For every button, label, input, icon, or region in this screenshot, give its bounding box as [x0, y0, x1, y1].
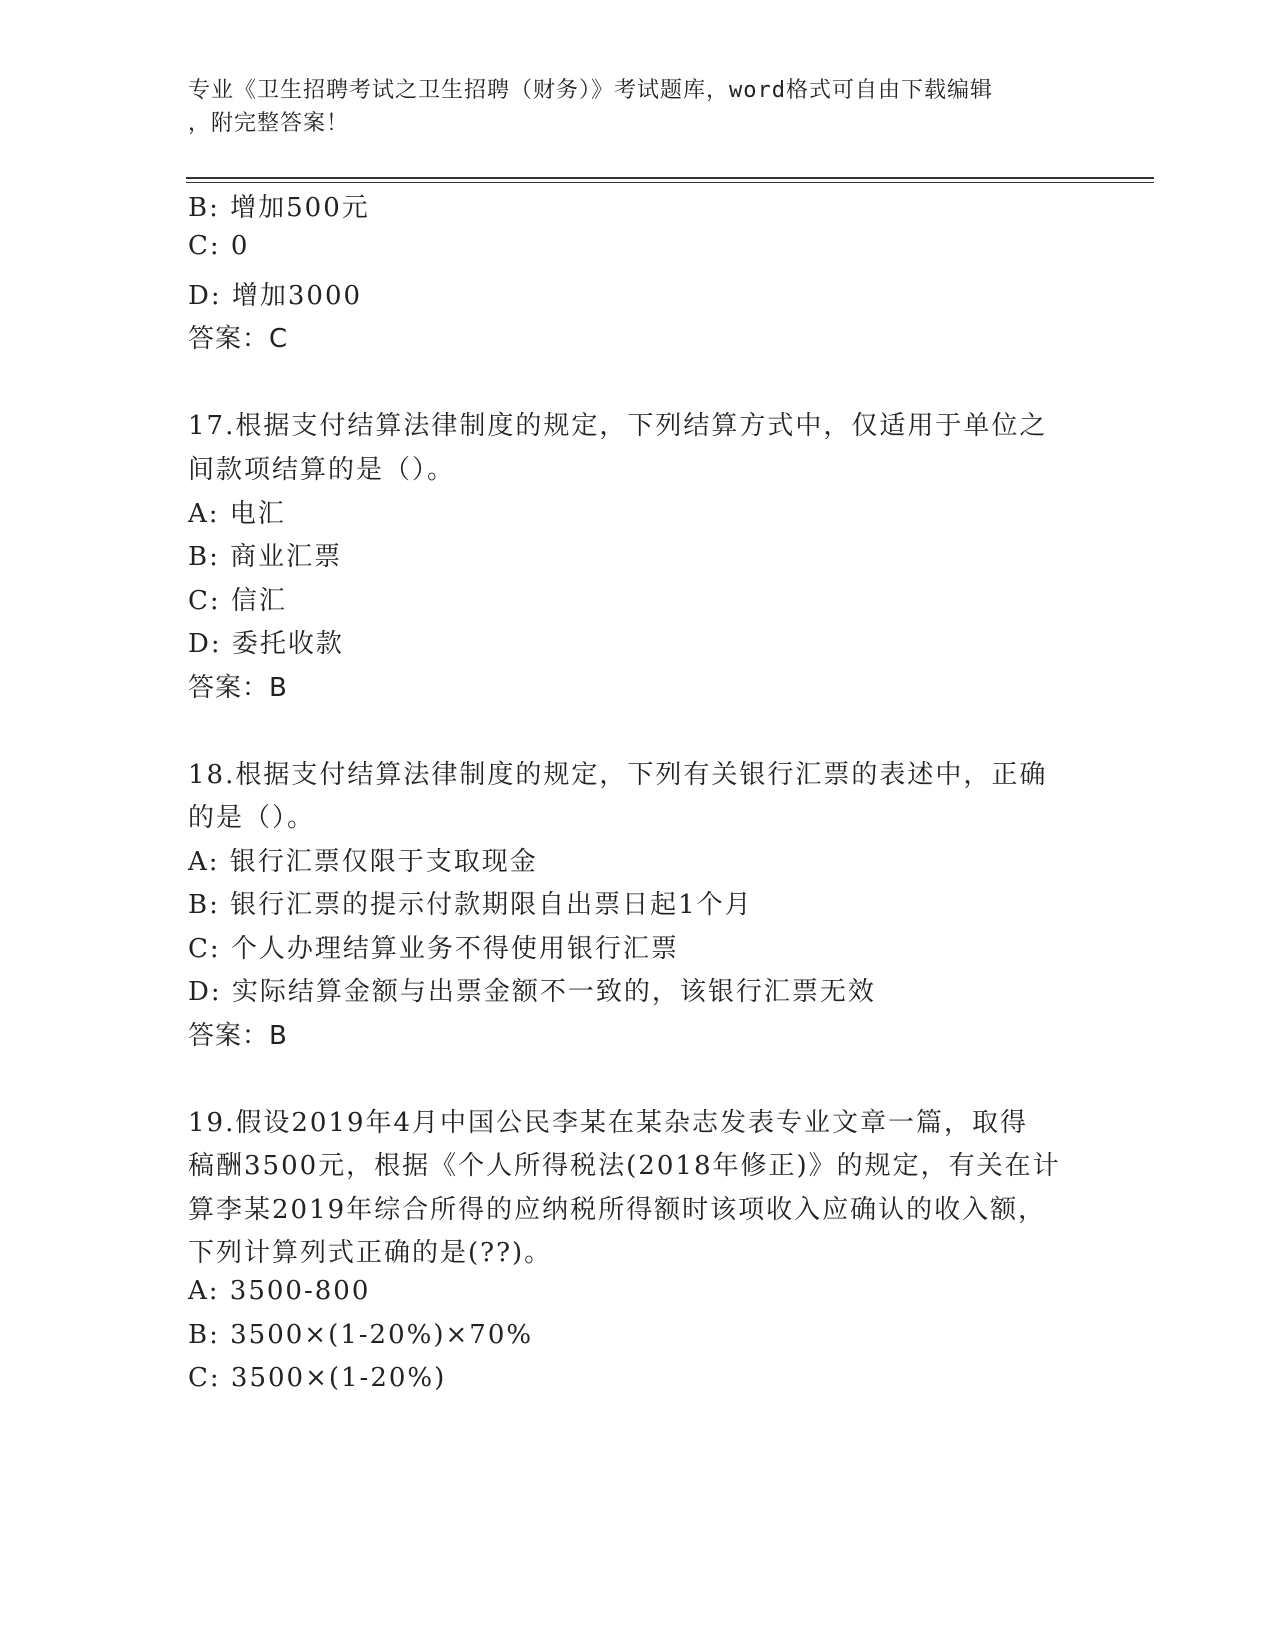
q17-answer: 答案：B [188, 673, 288, 703]
q18-stem-line-1: 18.根据支付结算法律制度的规定，下列有关银行汇票的表述中，正确 [188, 760, 1048, 790]
q19-stem-line-1: 19.假设2019年4月中国公民李某在某杂志发表专业文章一篇，取得 [188, 1108, 1029, 1138]
q19-option-b: B: 3500×(1-20%)×70% [188, 1320, 534, 1350]
q18-option-b: B: 银行汇票的提示付款期限自出票日起1个月 [188, 890, 753, 920]
header-line-1: 专业《卫生招聘考试之卫生招聘（财务）》考试题库，word格式可自由下载编辑 [188, 78, 993, 103]
q16-answer: 答案：C [188, 324, 289, 354]
q18-answer: 答案：B [188, 1021, 288, 1051]
header-divider-top [186, 177, 1154, 179]
q19-stem-line-4: 下列计算列式正确的是(??)。 [188, 1238, 553, 1268]
q17-option-c: C: 信汇 [188, 586, 287, 616]
q17-option-a: A: 电汇 [188, 499, 286, 529]
q16-option-b: B: 增加500元 [188, 193, 370, 223]
q18-option-d: D: 实际结算金额与出票金额不一致的，该银行汇票无效 [188, 977, 876, 1007]
q16-option-d: D: 增加3000 [188, 281, 363, 311]
header-divider-bottom [186, 182, 1154, 183]
q18-option-c: C: 个人办理结算业务不得使用银行汇票 [188, 934, 679, 964]
q17-stem-line-1: 17.根据支付结算法律制度的规定，下列结算方式中，仅适用于单位之 [188, 411, 1048, 441]
q18-option-a: A: 银行汇票仅限于支取现金 [188, 847, 538, 877]
q19-option-a: A: 3500-800 [188, 1276, 371, 1306]
q16-option-c: C: 0 [188, 231, 250, 261]
q18-stem-line-2: 的是（）。 [188, 803, 316, 833]
q19-stem-line-2: 稿酬3500元，根据《个人所得税法(2018年修正)》的规定，有关在计 [188, 1151, 1061, 1181]
q17-option-b: B: 商业汇票 [188, 542, 343, 572]
q19-option-c: C: 3500×(1-20%) [188, 1363, 447, 1393]
header-line-2: ，附完整答案！ [188, 111, 350, 136]
q19-stem-line-3: 算李某2019年综合所得的应纳税所得额时该项收入应确认的收入额， [188, 1195, 1047, 1225]
q17-option-d: D: 委托收款 [188, 629, 344, 659]
page-header [188, 74, 1068, 140]
q17-stem-line-2: 间款项结算的是（）。 [188, 455, 456, 485]
